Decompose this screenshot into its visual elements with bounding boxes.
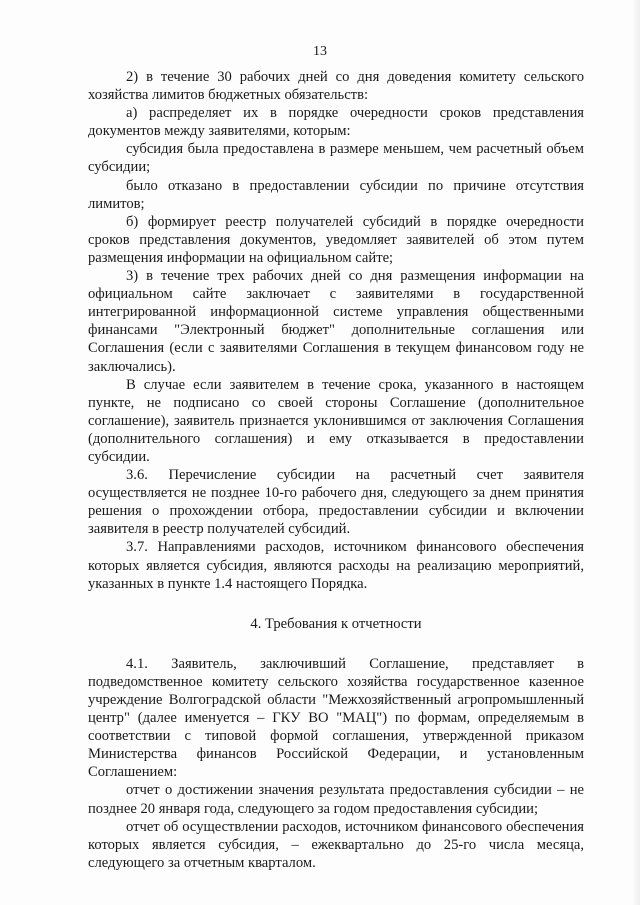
paragraph: было отказано в предоставлении субсидии по причине отсутствия лимитов; [88,177,584,212]
section-title: 4. Требования к отчетности [250,615,422,632]
paragraph: 4.1. Заявитель, заключивший Соглашение, представляет в подведомственное комитету сельского хозяйства государственное казенное учреждение Волгоградской области "Межхозяйственный агропромышленный центр" (далее именуется – ГКУ ВО "МАЦ") по формам, определяемым в соответствии с типовой формой соглашения, утвержденной приказом Министерства финансов Российской Федерации, и установленным Соглашением: [88,655,584,781]
paragraph: отчет о достижении значения результата предоставления субсидии – не позднее 20 января года, следующего за годом предоставления субсидии; [88,782,584,817]
paragraph: В случае если заявителем в течение срока, указанного в настоящем пункте, не подписано со своей стороны Соглашение (дополнительное соглашение), заявитель признается уклонившимся от заключения Соглашения (дополнительного соглашения) и ему отказывается в предоставлении субсидии. [88,376,584,465]
paragraph: б) формирует реестр получателей субсидий в порядке очередности сроков представления документов, уведомляет заявителей об этом путем размещения информации на официальном сайте; [88,213,584,266]
page-number: 13 [313,44,327,59]
paragraph: 2) в течение 30 рабочих дней со дня доведения комитету сельского хозяйства лимитов бюджетных обязательств: [88,69,584,104]
paragraph: 3.6. Перечисление субсидии на расчетный счет заявителя осуществляется не позднее 10-го рабочего дня, следующего за днем принятия решения о прохождении отбора, предоставлении субсидии и включении заявителя в реестр получателей субсидий. [88,467,584,538]
paragraph: субсидия была предоставлена в размере меньшем, чем расчетный объем субсидии; [88,141,584,176]
page-edge-shadow [632,0,640,905]
paragraph: 3) в течение трех рабочих дней со дня размещения информации на официальном сайте заключает с заявителями в государственной интегрированной информационной системе управления общественными финансами "Электронный бюджет" дополнительные соглашения или Соглашения (если с заявителями Соглашения в текущем финансовом году не заключались). [88,268,584,375]
paragraph: 3.7. Направлениями расходов, источником финансового обеспечения которых является субсидия, являются расходы на реализацию мероприятий, указанных в пункте 1.4 настоящего Порядка. [88,539,584,592]
paragraph: отчет об осуществлении расходов, источником финансового обеспечения которых является субсидия, – ежеквартально до 25-го числа месяца, следующего за отчетным кварталом. [88,818,584,871]
paragraph: а) распределяет их в порядке очередности сроков представления документов между заявителями, которым: [88,105,584,140]
document-body [88,68,584,872]
